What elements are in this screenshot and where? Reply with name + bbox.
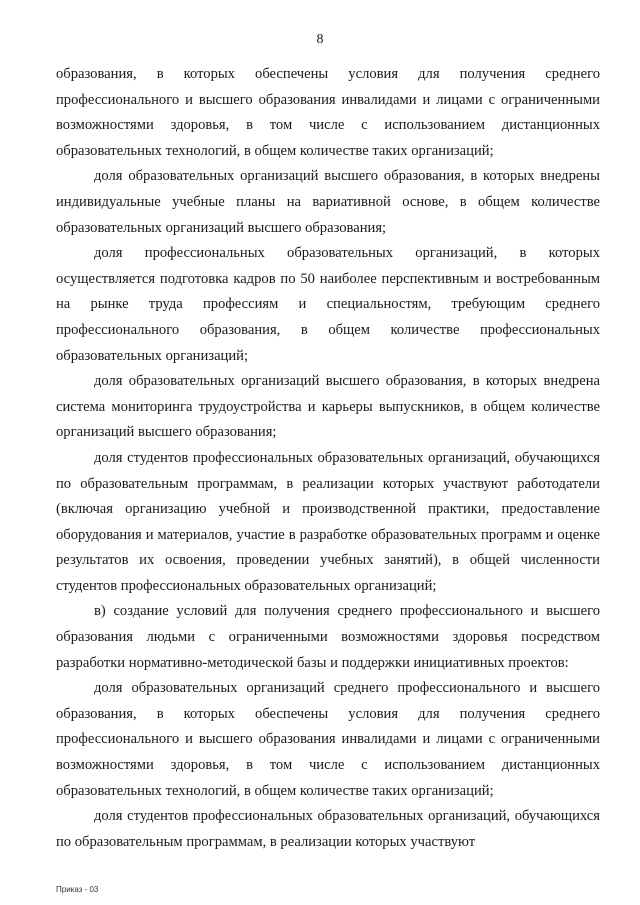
paragraph: доля образовательных организаций высшего образования, в которых внедрена система мониторинга трудоустройства и карьеры выпускников, в общем количестве организаций высшего образования; (56, 373, 600, 441)
document-body (56, 62, 600, 855)
paragraph-list-item-v: в) создание условий для получения среднего профессионального и высшего образования людьми с ограниченными возможностями здоровья посредством разработки нормативно-методической базы и поддержки инициативных проектов: (56, 603, 600, 671)
footer-code: Приказ - 03 (56, 885, 99, 894)
page-number: 8 (316, 32, 324, 47)
paragraph-continuation: образования, в которых обеспечены условия для получения среднего профессионального и высшего образования инвалидами и лицами с ограниченными возможностями здоровья, в том числе с использованием дистанционных образовательных технологий, в общем количестве таких организаций; (56, 66, 600, 159)
paragraph: доля образовательных организаций высшего образования, в которых внедрены индивидуальные учебные планы на вариативной основе, в общем количестве образовательных организаций высшего образования; (56, 168, 600, 236)
paragraph-truncated: доля студентов профессиональных образовательных организаций, обучающихся по образовательным программам, в реализации которых участвуют (56, 808, 600, 850)
paragraph: доля образовательных организаций среднего профессионального и высшего образования, в которых обеспечены условия для получения среднего профессионального и высшего образования инвалидами и лицами с ограниченными возможностями здоровья, в том числе с использованием дистанционных образовательных технологий, в общем количестве таких организаций; (56, 680, 600, 799)
paragraph: доля студентов профессиональных образовательных организаций, обучающихся по образовательным программам, в реализации которых участвуют работодатели (включая организацию учебной и производственной практики, предоставление оборудования и материалов, участие в разработке образовательных программ и оценке результатов их освоения, проведении учебных занятий), в общей численности студентов профессиональных образовательных организаций; (56, 449, 600, 594)
paragraph: доля профессиональных образовательных организаций, в которых осуществляется подготовка кадров по 50 наиболее перспективным и востребованным на рынке труда профессиям и специальностям, требующим среднего профессионального образования, в общем количестве профессиональных образовательных организаций; (56, 245, 600, 364)
